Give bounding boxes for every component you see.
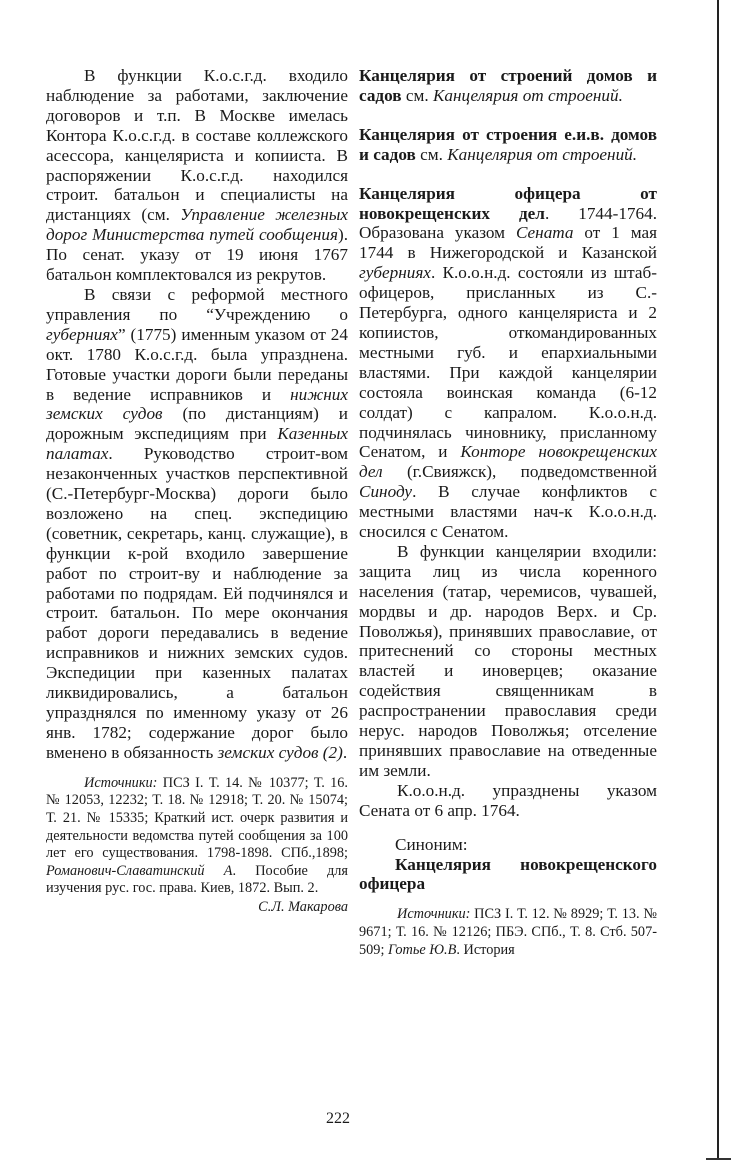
entry-term: Канцелярия от строения е.и.в. домов и садов: [359, 124, 657, 164]
synonym-label: Синоним:: [395, 834, 468, 854]
text: ). По сенат. указу от 19 июня 1767 батальон комплектовался из рекрутов.: [46, 225, 348, 285]
cross-reference: губерниях: [359, 263, 431, 283]
dictionary-entry: [359, 125, 657, 165]
dictionary-entry: [359, 66, 657, 106]
page-edge-foot-rule: [706, 1158, 731, 1160]
author-reference: Романович-Славатинский А: [46, 862, 233, 879]
text: см.: [415, 144, 448, 164]
text: . Руководство строит-вом незаконченных участков перспективной (С.-Петербург-Москва) дороги было возложено на спец. экспедицию (советник, секретарь, канц. служащие), в функции к-рой входило завершение работ по строит-ву и наблюдение за работами по подрядам. Ей подчинялся и строит. батальон. По мере окончания работ дороги передавались в ведение исправников и нижних земских судов. Экспедиции при казенных палатах ликвидировались, а батальон упразднялся по именному указу от 26 янв. 1782; содержание дорог было вменено в обязанность: [46, 444, 348, 762]
text: ПСЗ I. Т. 12. № 8929; Т. 13. № 9671; Т. 16. № 12126; ПБЭ. СПб., Т. 8. Стб. 507-509;: [359, 906, 657, 958]
cross-reference: Сената: [515, 223, 574, 243]
text: см.: [401, 85, 433, 105]
text: от 1 мая 1744 в Нижегородской и Казанской: [359, 223, 657, 263]
paragraph: [46, 66, 348, 285]
text: ПСЗ I. Т. 14. № 10377; Т. 16. № 12053, 12232; Т. 18. № 12918; Т. 20. № 15074; Т. 21. № 15335; Краткий ист. очерк развития и деятельности ведомства путей сообщения за 100 лет его существования. 1798-1898. СПб.,1898;: [46, 774, 348, 862]
text: (г.Свияжск), подведомственной: [382, 462, 657, 482]
right-column: [359, 66, 657, 959]
cross-reference: Конторе новокрещенских дел: [359, 442, 657, 482]
cross-reference: земских судов (2): [217, 742, 343, 762]
text: . В случае конфликтов с местными властями нач-к К.о.о.н.д. сносился с Сенатом.: [359, 482, 657, 542]
text: В функции К.о.с.г.д. входило наблюдение за работами, заключение договоров и т.п. В Москве имелась Контора К.о.с.г.д. в составе коллежского асессора, канцеляриста и копииста. В распоряжении К.о.с.г.д. находился строит. батальон и специалисты на дистанциях (см.: [46, 66, 348, 225]
entry-term: Канцелярия офицера от новокрещенских дел: [359, 183, 657, 223]
paragraph: [46, 285, 348, 763]
sources-label: Источники:: [397, 906, 471, 923]
page-number: 222: [326, 1110, 350, 1127]
cross-reference: Управление железных дорог Министерства путей сообщения: [46, 205, 348, 245]
dictionary-entry: [359, 184, 657, 542]
cross-reference: губерниях: [46, 324, 118, 344]
sources: [46, 775, 348, 898]
sources: [359, 906, 657, 959]
cross-reference: Синоду: [359, 482, 413, 502]
sources-label: Источники:: [84, 774, 158, 791]
paragraph: К.о.о.н.д. упразднены указом Сената от 6 апр. 1764.: [359, 780, 657, 820]
text: . История: [456, 941, 515, 958]
article-author: С.Л. Макарова: [258, 898, 348, 915]
cross-reference: Казенных палатах: [46, 424, 348, 464]
left-column: [46, 66, 348, 916]
entry-term: Канцелярия от строений домов и садов: [359, 66, 657, 105]
text: .: [342, 742, 348, 762]
paragraph: В функции канцелярии входили: защита лиц из числа коренного населения (татар, черемисов, чувашей, мордвы и др. народов Верх. и Ср. Поволжья), принявших православие, от притеснений со стороны местных властей и иноверцев; оказание содействия священникам в распространении православия среди нерус. народов Поволжья; отселение принявших православие на отведенные им земли.: [359, 541, 657, 780]
cross-reference: Канцелярия от строений.: [447, 144, 638, 164]
page-edge-rule: [717, 0, 719, 1160]
text: . Пособие для изучения рус. гос. права. Киев, 1872. Вып. 2.: [46, 862, 348, 897]
text: . К.о.о.н.д. состояли из штаб-офицеров, присланных из С.-Петербурга, одного канцеляриста и 2 копиистов, откомандированных местными губ. и епархиальными властями. При каждой канцелярии состояла воинская команда (6-12 солдат) с капралом. К.о.о.н.д. подчинялась чиновнику, присланному Сенатом, и: [359, 263, 657, 462]
text: (по дистанциям) и дорожным экспедициям при: [46, 404, 349, 444]
author-reference: Готье Ю.В: [388, 941, 457, 958]
cross-reference: нижних земских судов: [46, 384, 348, 424]
text: ” (1775) именным указом от 24 окт. 1780 К.о.с.г.д. была упразднена. Готовые участки дороги были переданы в ведение исправников и: [46, 324, 348, 404]
synonym-term: Канцелярия новокрещенского офицера: [359, 854, 657, 894]
cross-reference: Канцелярия от строений.: [432, 85, 623, 105]
text: . 1744-1764. Образована указом: [359, 203, 657, 243]
text: В связи с реформой местного управления по “Учреждению о: [46, 284, 348, 324]
